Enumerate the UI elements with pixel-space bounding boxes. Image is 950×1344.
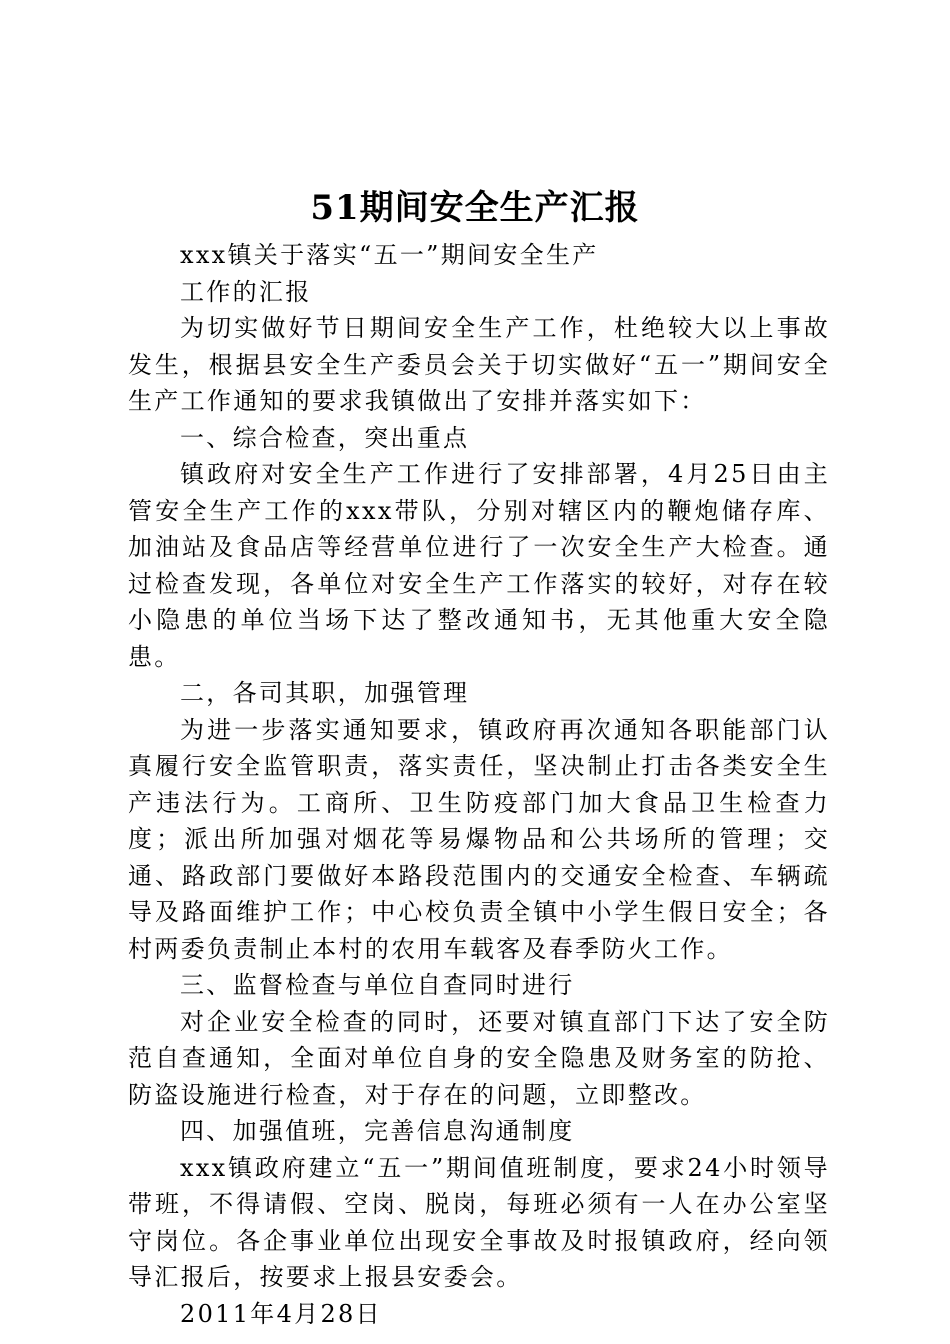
section-paragraph-3: 对企业安全检查的同时，还要对镇直部门下达了安全防范自查通知，全面对单位自身的安全隐患及财务室的防抢、防盗设施进行检查，对于存在的问题，立即整改。 [128,1007,830,1109]
document-date: 2011年4月28日 [180,1299,382,1328]
section-heading-1: 一、综合检查，突出重点 [180,423,470,452]
section-heading-2: 二，各司其职，加强管理 [180,679,470,707]
section-heading-4: 四、加强值班，完善信息沟通制度 [180,1117,575,1145]
section-heading-3: 三、监督检查与单位自查同时进行 [180,971,575,999]
document-body [128,237,830,1332]
subtitle-line-1: xxx镇关于落实“五一”期间安全生产 [180,241,599,269]
section-paragraph-2: 为进一步落实通知要求，镇政府再次通知各职能部门认真履行安全监管职责，落实责任，坚决制止打击各类安全生产违法行为。工商所、卫生防疫部门加大食品卫生检查力度；派出所加强对烟花等易爆物品和公共场所的管理；交通、路政部门要做好本路段范围内的交通安全检查、车辆疏导及路面维护工作；中心校负责全镇中小学生假日安全；各村两委负责制止本村的农用车载客及春季防火工作。 [128,715,830,963]
document-title: 51期间安全生产汇报 [310,188,640,228]
section-paragraph-4: xxx镇政府建立“五一”期间值班制度，要求24小时领导带班，不得请假、空岗、脱岗，每班必须有一人在办公室坚守岗位。各企事业单位出现安全事故及时报镇政府，经向领导汇报后，按要求上报县安委会。 [128,1153,830,1291]
intro-paragraph: 为切实做好节日期间安全生产工作，杜绝较大以上事故发生，根据县安全生产委员会关于切实做好“五一”期间安全生产工作通知的要求我镇做出了安排并落实如下： [128,314,830,415]
subtitle-line-2: 工作的汇报 [180,277,312,306]
section-paragraph-1: 镇政府对安全生产工作进行了安排部署，4月25日由主管安全生产工作的xxx带队，分别对辖区内的鞭炮储存库、加油站及食品店等经营单位进行了一次安全生产大检查。通过检查发现，各单位对安全生产工作落实的较好，对存在较小隐患的单位当场下达了整改通知书，无其他重大安全隐患。 [128,460,830,671]
